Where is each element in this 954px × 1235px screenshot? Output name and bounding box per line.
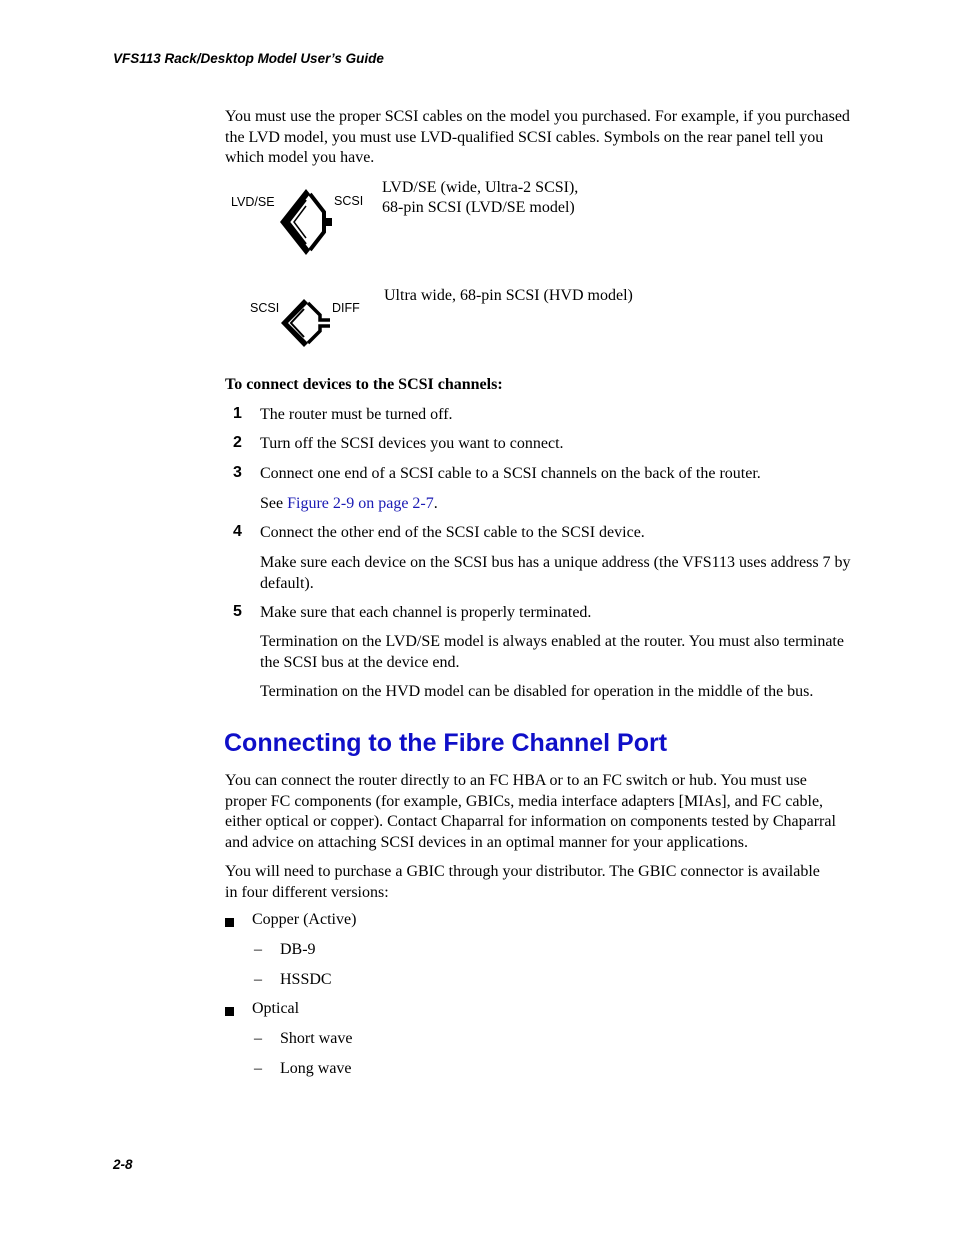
step-number: 2 — [233, 434, 242, 451]
step-text: Connect the other end of the SCSI cable to the SCSI device. — [260, 524, 645, 541]
step-note-suffix: . — [433, 495, 438, 512]
sub-list-item: HSSDC — [280, 971, 332, 988]
list-dash: – — [254, 971, 262, 988]
list-dash: – — [254, 941, 262, 958]
section-paragraph: You will need to purchase a GBIC through your distributor. The GBIC connector is available in four different versions: — [225, 863, 820, 901]
bullet-square — [225, 918, 234, 927]
step-text: Make sure that each channel is properly terminated. — [260, 604, 592, 621]
symbol-lvd-right-label: SCSI — [334, 194, 364, 208]
list-item: Copper (Active) — [252, 911, 357, 928]
intro-paragraph: You must use the proper SCSI cables on the model you purchased. For example, if you purchased the LVD model, you must use LVD-qualified SCSI cables. Symbols on the rear panel tell you which model you have. — [225, 108, 850, 166]
list-item: Optical — [252, 1000, 300, 1017]
step-note: Termination on the LVD/SE model is always enabled at the router. You must also terminate the SCSI bus at the device end. — [260, 633, 844, 671]
step-note-prefix: See — [260, 495, 288, 512]
figure-cross-reference-link[interactable]: Figure 2-9 on page 2-7 — [287, 495, 434, 512]
procedure-title: To connect devices to the SCSI channels: — [225, 376, 503, 393]
step-note: Make sure each device on the SCSI bus has a unique address (the VFS113 uses address 7 by default). — [260, 554, 851, 592]
scsi-lvd-symbol-icon — [276, 186, 336, 258]
step-text: Turn off the SCSI devices you want to connect. — [260, 435, 564, 452]
symbol-diff-right-label: DIFF — [332, 301, 360, 315]
step-note: Termination on the HVD model can be disabled for operation in the middle of the bus. — [260, 683, 814, 700]
step-number: 5 — [233, 603, 242, 620]
symbol-diff-left-label: SCSI — [250, 301, 280, 315]
step-text: Connect one end of a SCSI cable to a SCSI channels on the back of the router. — [260, 465, 761, 482]
step-number: 3 — [233, 464, 242, 481]
step-note — [260, 494, 860, 515]
scsi-diff-symbol-icon — [278, 297, 334, 351]
step-text: The router must be turned off. — [260, 406, 453, 423]
sub-list-item: Short wave — [280, 1030, 353, 1047]
running-header: VFS113 Rack/Desktop Model User’s Guide — [113, 51, 384, 66]
list-dash: – — [254, 1030, 262, 1047]
symbol-lvd-left-label: LVD/SE — [231, 195, 275, 209]
bullet-square — [225, 1007, 234, 1016]
page-number: 2-8 — [113, 1157, 133, 1172]
sub-list-item: Long wave — [280, 1060, 352, 1077]
step-number: 4 — [233, 523, 242, 540]
symbol-diff-desc: Ultra wide, 68-pin SCSI (HVD model) — [384, 287, 633, 304]
section-paragraph: You can connect the router directly to an FC HBA or to an FC switch or hub. You must use proper FC components (for example, GBICs, media interface adapters [MIAs], and FC cable, either optical or copper). Contact Chaparral for information on components tested by Chaparral and advice on attaching SCSI devices in an optimal manner for your applications. — [225, 772, 836, 851]
step-number: 1 — [233, 405, 242, 422]
sub-list-item: DB-9 — [280, 941, 316, 958]
symbol-lvd-desc-line1: LVD/SE (wide, Ultra-2 SCSI), — [382, 179, 579, 196]
list-dash: – — [254, 1060, 262, 1077]
section-heading: Connecting to the Fibre Channel Port — [224, 729, 668, 757]
symbol-lvd-desc-line2: 68-pin SCSI (LVD/SE model) — [382, 199, 575, 216]
